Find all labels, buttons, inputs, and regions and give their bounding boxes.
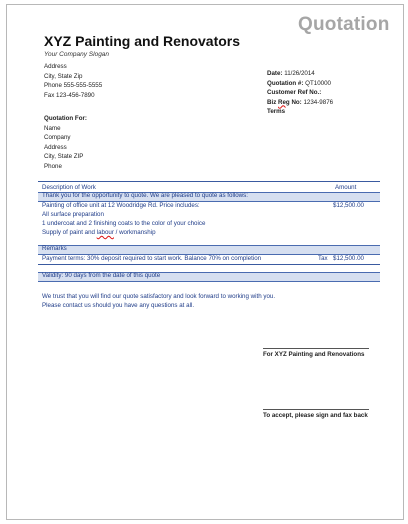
quotation-for-heading: Quotation For:: [44, 115, 87, 122]
work-line-1-amount: $12,500.00: [333, 202, 364, 209]
table-top-rule: [38, 181, 380, 182]
col-description-header: Description of Work: [42, 184, 96, 191]
sender-address-line: Address: [44, 63, 67, 70]
client-name: Name: [44, 124, 61, 132]
payment-terms: Payment terms: 30% deposit required to start work. Balance 70% on completion: [42, 255, 262, 262]
total-amount: $12,500.00: [333, 255, 364, 262]
terms-label: Terms: [267, 108, 286, 115]
biz-reg-label-part: No:: [289, 98, 302, 106]
sender-address: [44, 62, 102, 100]
validity-text: Validity: 90 days from the date of this quote: [42, 272, 161, 279]
customer-ref-label: Customer Ref No.:: [267, 89, 322, 96]
work-line-3: 1 undercoat and 2 finishing coats to the color of your choice: [42, 220, 206, 227]
work-line-1: Painting of office unit at 12 Woodridge Rd. Price includes:: [42, 202, 200, 209]
table-intro: Thank you for the opportunity to quote. We are pleased to quote as follows:: [42, 192, 248, 199]
tax-label: Tax: [318, 255, 328, 262]
work-line-4-part: Supply of paint and: [42, 229, 97, 236]
meta-terms: [267, 107, 333, 117]
work-line-4: [42, 228, 156, 238]
sender-fax: Fax 123-456-7890: [44, 91, 95, 99]
date-label: Date:: [267, 70, 283, 77]
document-title: Quotation: [298, 14, 390, 35]
client-city: City, State ZIP: [44, 153, 84, 160]
quote-meta: [267, 69, 333, 117]
sender-city-line: City, State Zip: [44, 72, 83, 80]
biz-reg-label-part: Reg: [278, 98, 290, 106]
meta-biz-reg: [267, 98, 333, 108]
client-company: Company: [44, 134, 71, 141]
work-line-4-part: labour: [96, 229, 114, 236]
meta-date: [267, 69, 333, 79]
closing-line-1: We trust that you will find our quote satisfactory and look forward to working with you.: [42, 293, 276, 300]
remarks-heading: Remarks: [42, 245, 67, 252]
biz-reg-label-part: Biz: [267, 98, 279, 106]
quotation-number-label: Quotation #:: [267, 79, 304, 87]
client-address: Address: [44, 143, 67, 151]
date-value: 11/26/2014: [284, 70, 315, 77]
meta-customer-ref: [267, 88, 333, 98]
company-name: XYZ Painting and Renovators: [44, 33, 241, 49]
meta-quotation: [267, 79, 333, 89]
work-line-2: All surface preparation: [42, 211, 104, 218]
quotation-for-block: [44, 114, 87, 171]
remarks-bottom-rule: [38, 264, 380, 265]
company-signature-line: [263, 348, 369, 349]
company-signature-caption: For XYZ Painting and Renovations: [263, 351, 365, 358]
company-slogan: Your Company Slogan: [44, 51, 110, 58]
client-signature-line: [263, 409, 369, 410]
sender-phone: Phone 555-555-5555: [44, 82, 103, 89]
col-amount-header: Amount: [335, 184, 357, 191]
quotation-number-value: QT10000: [305, 79, 331, 87]
client-phone: Phone: [44, 162, 62, 170]
closing-line-2: Please contact us should you have any questions at all.: [42, 302, 195, 309]
biz-reg-value: 1234-9876: [303, 98, 334, 106]
client-signature-caption: To accept, please sign and fax back: [263, 412, 368, 419]
work-line-4-part: / workmanship: [113, 229, 156, 236]
